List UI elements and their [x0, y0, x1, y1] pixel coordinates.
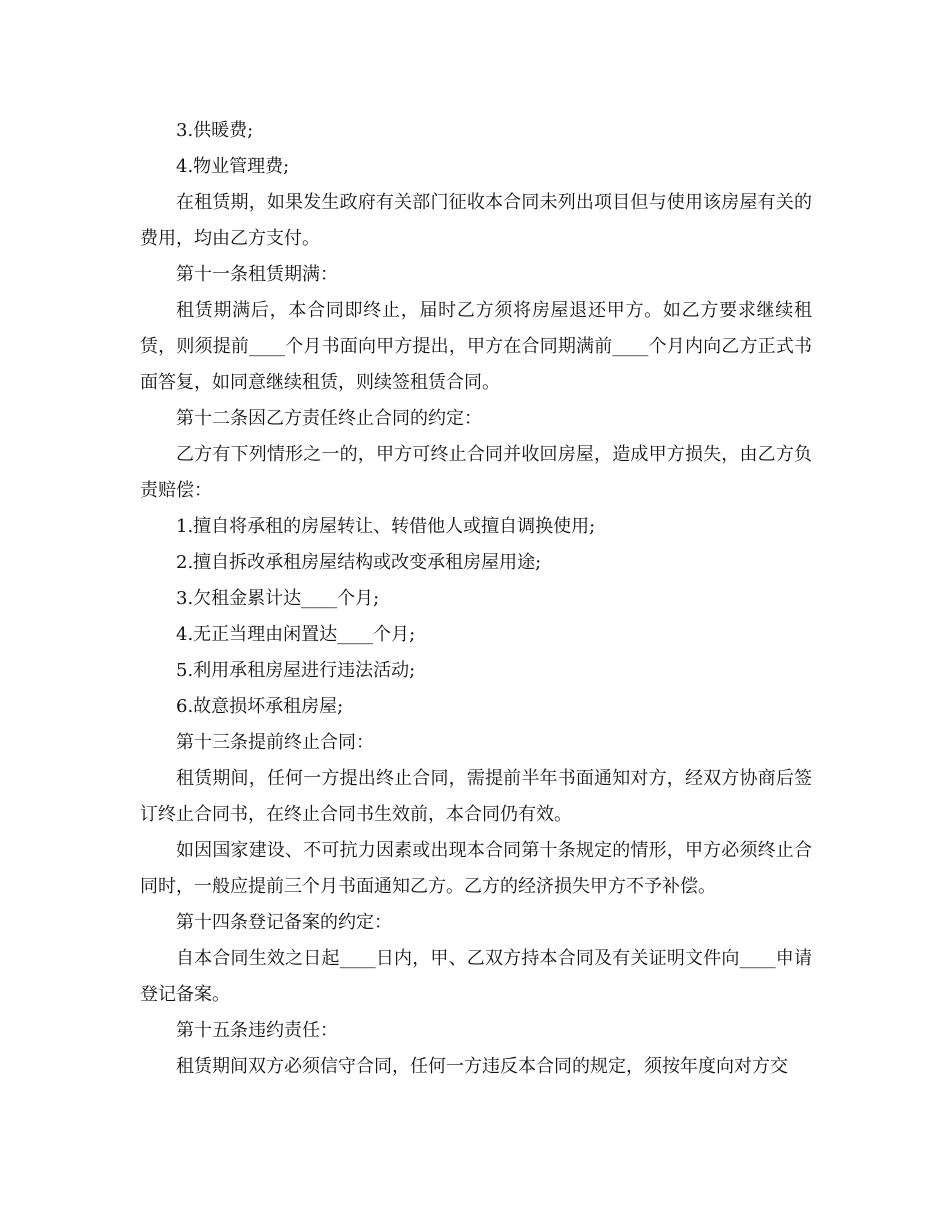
- list-item-4: 4.无正当理由闲置达____个月;: [176, 624, 416, 645]
- paragraph-termination-conditions: 乙方有下列情形之一的，甲方可终止合同并收回房屋，造成甲方损失，由乙方负责赔偿：: [140, 444, 812, 501]
- article-12-heading: 第十二条因乙方责任终止合同的约定：: [176, 408, 482, 429]
- article-11-heading: 第十一条租赁期满：: [176, 264, 338, 285]
- article-14-heading: 第十四条登记备案的约定：: [176, 912, 392, 933]
- document-body: [140, 113, 812, 1085]
- paragraph-registration: 自本合同生效之日起____日内，甲、乙双方持本合同及有关证明文件向____申请登记备案。: [140, 948, 812, 1005]
- paragraph-heating-fee: 3.供暖费;: [176, 120, 254, 141]
- list-item-6: 6.故意损坏承租房屋;: [176, 696, 344, 717]
- list-item-1: 1.擅自将承租的房屋转让、转借他人或擅自调换使用;: [176, 516, 596, 537]
- paragraph-property-fee: 4.物业管理费;: [176, 156, 290, 177]
- list-item-5: 5.利用承租房屋进行违法活动;: [176, 660, 416, 681]
- list-item-2: 2.擅自拆改承租房屋结构或改变承租房屋用途;: [176, 552, 542, 573]
- paragraph-other-fees: 在租赁期，如果发生政府有关部门征收本合同未列出项目但与使用该房屋有关的费用，均由乙方支付。: [140, 192, 812, 249]
- paragraph-force-majeure: 如因国家建设、不可抗力因素或出现本合同第十条规定的情形，甲方必须终止合同时，一般应提前三个月书面通知乙方。乙方的经济损失甲方不予补偿。: [140, 840, 812, 897]
- paragraph-lease-expiry: 租赁期满后，本合同即终止，届时乙方须将房屋退还甲方。如乙方要求继续租赁，则须提前____个月书面向甲方提出，甲方在合同期满前____个月内向乙方正式书面答复，如同意继续租赁，则续签租赁合同。: [140, 300, 812, 393]
- article-15-heading: 第十五条违约责任：: [176, 1020, 338, 1041]
- article-13-heading: 第十三条提前终止合同：: [176, 732, 374, 753]
- paragraph-early-termination: 租赁期间，任何一方提出终止合同，需提前半年书面通知对方，经双方协商后签订终止合同书，在终止合同书生效前，本合同仍有效。: [140, 768, 812, 825]
- paragraph-liability: 租赁期间双方必须信守合同，任何一方违反本合同的规定，须按年度向对方交: [176, 1056, 788, 1077]
- list-item-3: 3.欠租金累计达____个月;: [176, 588, 380, 609]
